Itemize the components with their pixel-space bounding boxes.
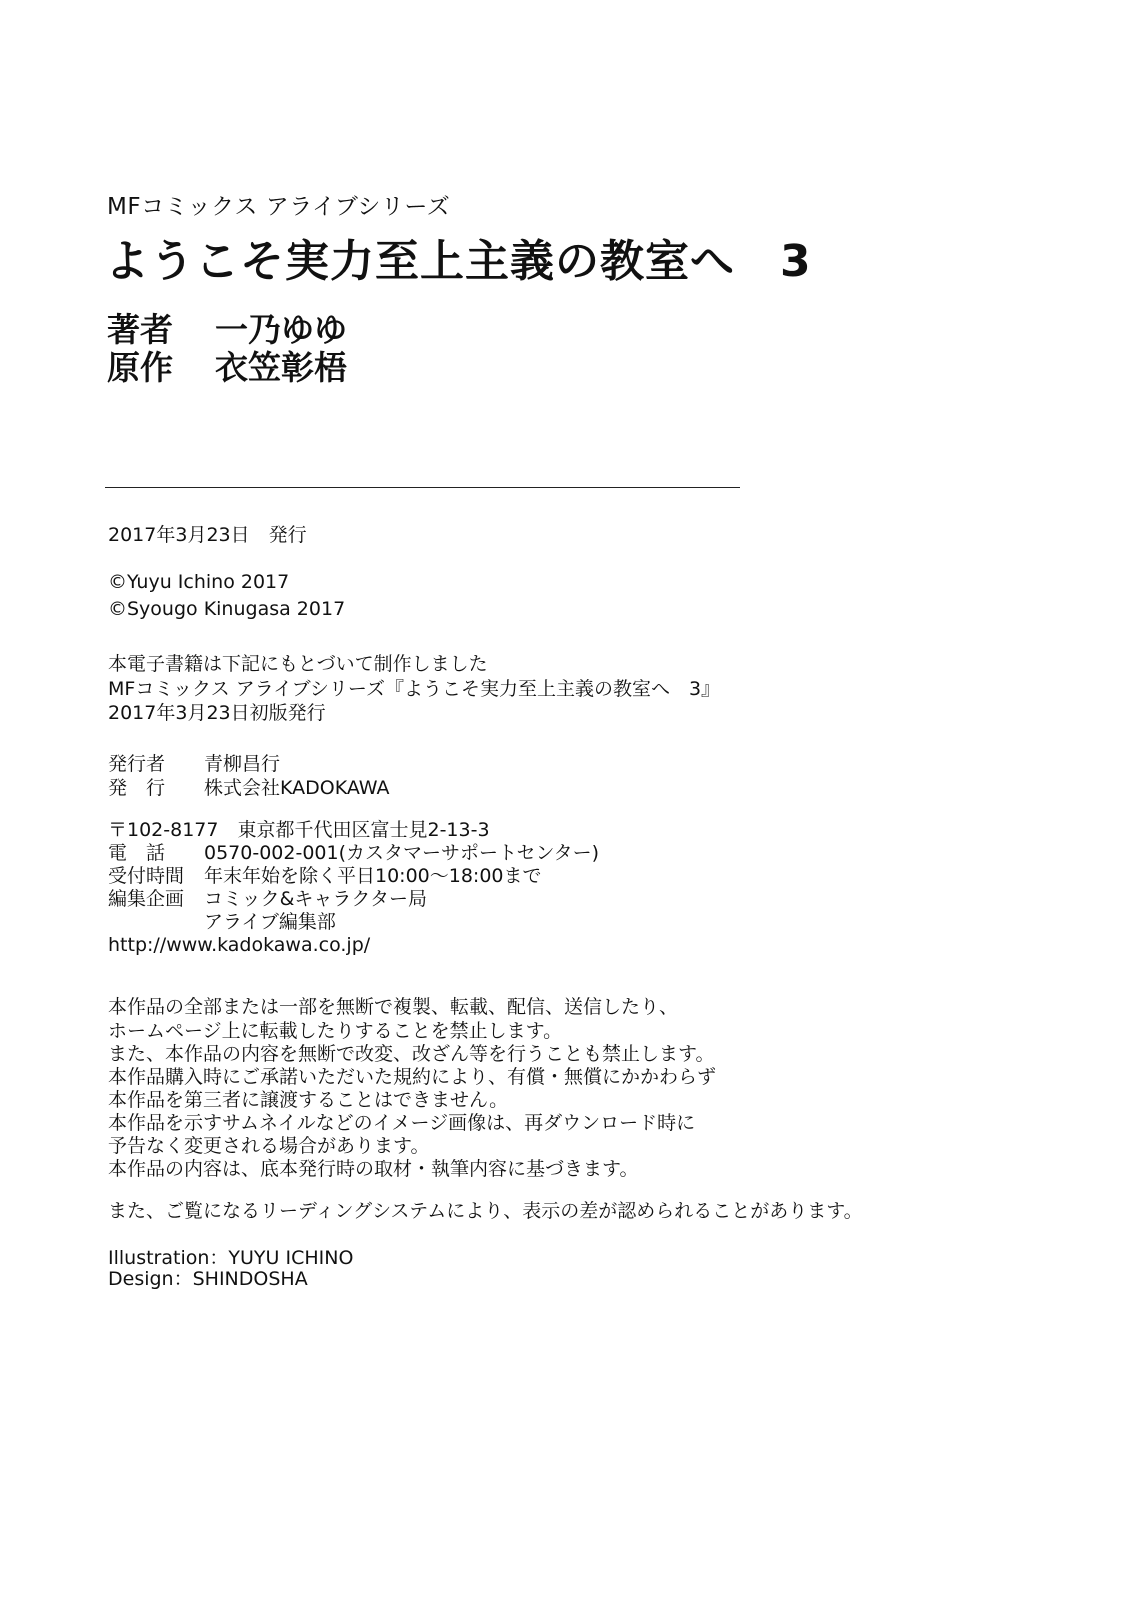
design-credit: Design：SHINDOSHA [108,1268,308,1290]
editorial-dept-2: アライブ編集部 [204,911,336,933]
copyright-line: ©Yuyu Ichino 2017 [108,571,290,593]
phone-number: 0570-002-001(カスタマーサポートセンター) [204,842,600,864]
source-note: MFコミックス アライブシリーズ『ようこそ実力至上主義の教室へ 3』 [108,678,721,700]
publish-label: 発 行 [108,777,166,799]
copyright-line: ©Syougo Kinugasa 2017 [108,598,346,620]
editorial-label: 編集企画 [108,888,185,910]
company-name: 株式会社KADOKAWA [204,777,390,799]
postal-address: 〒102-8177 東京都千代田区富士見2-13-3 [108,819,490,841]
hours-label: 受付時間 [108,865,185,887]
source-note: 2017年3月23日初版発行 [108,702,326,724]
publish-date: 2017年3月23日 発行 [108,524,307,546]
original-credit [107,342,347,389]
divider-rule [105,487,740,488]
notice-line: 本作品を示すサムネイルなどのイメージ画像は、再ダウンロード時に [108,1112,696,1134]
publisher-name: 青柳昌行 [204,753,281,775]
website-url: http://www.kadokawa.co.jp/ [108,934,371,956]
original-label: 原作 [107,348,173,387]
notice-line: 本作品の内容は、底本発行時の取材・執筆内容に基づきます。 [108,1158,639,1180]
series-name: MFコミックス アライブシリーズ [107,194,451,220]
hours-text: 年末年始を除く平日10:00〜18:00まで [204,865,542,887]
notice-line: ホームページ上に転載したりすることを禁止します。 [108,1020,563,1042]
illustration-credit: Illustration：YUYU ICHINO [108,1247,354,1269]
publish-row [108,773,390,800]
original-author-name: 衣笠彰梧 [215,348,347,387]
notice-line: 予告なく変更される場合があります。 [108,1135,430,1157]
publisher-row [108,749,280,776]
book-title: ようこそ実力至上主義の教室へ 3 [105,236,812,287]
notice-line: 本作品購入時にご承諾いただいた規約により、有償・無償にかかわらず [108,1066,717,1088]
notice-line: また、本作品の内容を無断で改変、改ざん等を行うことも禁止します。 [108,1043,715,1065]
author-label: 著者 [107,310,173,349]
source-note: 本電子書籍は下記にもとづいて制作しました [108,653,488,675]
phone-label: 電 話 [108,842,166,864]
editorial-dept: コミック&キャラクター局 [204,888,428,910]
publisher-label: 発行者 [108,753,166,775]
notice-line: 本作品の全部または一部を無断で複製、転載、配信、送信したり、 [108,996,679,1018]
author-name: 一乃ゆゆ [215,310,347,349]
reading-system-note: また、ご覧になるリーディングシステムにより、表示の差が認められることがあります。 [108,1200,863,1222]
notice-line: 本作品を第三者に譲渡することはできません。 [108,1089,509,1111]
